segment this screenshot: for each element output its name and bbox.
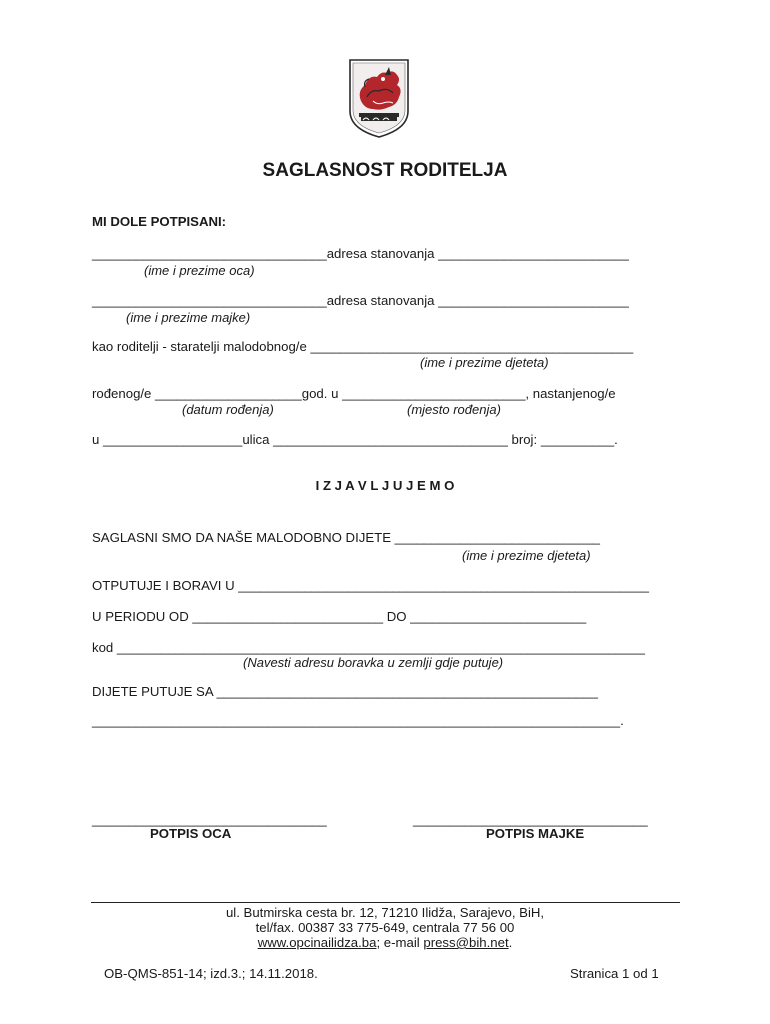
child-caption: (ime i prezime djeteta) [420,355,549,370]
birthdate-caption: (datum rođenja) [182,402,274,417]
document-code: OB-QMS-851-14; izd.3.; 14.11.2018. [104,966,318,981]
father-signature-line[interactable]: ________________________________ [92,812,327,827]
consent-child-field[interactable]: SAGLASNI SMO DA NAŠE MALODOBNO DIJETE ____________________________ [92,530,601,545]
travel-period-field[interactable]: U PERIODU OD __________________________ DO ________________________ [92,609,587,624]
destination-field[interactable]: OTPUTUJE I BORAVI U ________________________________________________________ [92,578,650,593]
mother-name-address-field[interactable]: ________________________________adresa stanovanja __________________________ [92,293,629,308]
stay-address-field[interactable]: kod ________________________________________________________________________ [92,640,645,655]
mother-signature-label: POTPIS MAJKE [486,826,585,841]
travel-companion-field[interactable]: DIJETE PUTUJE SA ____________________________________________________ [92,684,598,699]
father-signature-label: POTPIS OCA [150,826,232,841]
footer-contacts [0,935,770,950]
birthplace-caption: (mjesto rođenja) [407,402,501,417]
footer-address: ul. Butmirska cesta br. 12, 71210 Ilidža, Sarajevo, BiH, [225,905,545,920]
father-caption: (ime i prezime oca) [144,263,255,278]
intro-label: MI DOLE POTPISANI: [92,214,227,229]
document-title: SAGLASNOST RODITELJA [262,160,508,181]
website-link[interactable]: www.opcinailidza.ba [257,935,377,950]
mother-signature-line[interactable]: ________________________________ [413,812,648,827]
declaration-heading: I Z J A V L J U J E M O [315,478,455,493]
email-end: . [508,935,513,950]
stay-address-caption: (Navesti adresu boravka u zemlji gdje putuje) [243,655,504,670]
father-name-address-field[interactable]: ________________________________adresa stanovanja __________________________ [92,246,629,261]
footer-phone: tel/fax. 00387 33 775-649, centrala 77 56 00 [255,920,515,935]
birth-details-field[interactable]: rođenog/e ____________________god. u _________________________, nastanjenog/e [92,386,616,401]
mother-caption: (ime i prezime majke) [126,310,251,325]
email-separator: ; e-mail [376,935,424,950]
page-number: Stranica 1 od 1 [570,966,659,981]
consent-caption: (ime i prezime djeteta) [462,548,591,563]
residence-address-field[interactable]: u ___________________ulica ________________________________ broj: __________. [92,432,618,447]
coat-of-arms-icon [347,57,411,139]
travel-companion-extra-field[interactable]: ________________________________________________________________________. [92,713,624,728]
email-link[interactable]: press@bih.net [423,935,509,950]
footer-divider [91,902,680,903]
child-name-field[interactable]: kao roditelji - staratelji malodobnog/e ____________________________________________ [92,339,634,354]
